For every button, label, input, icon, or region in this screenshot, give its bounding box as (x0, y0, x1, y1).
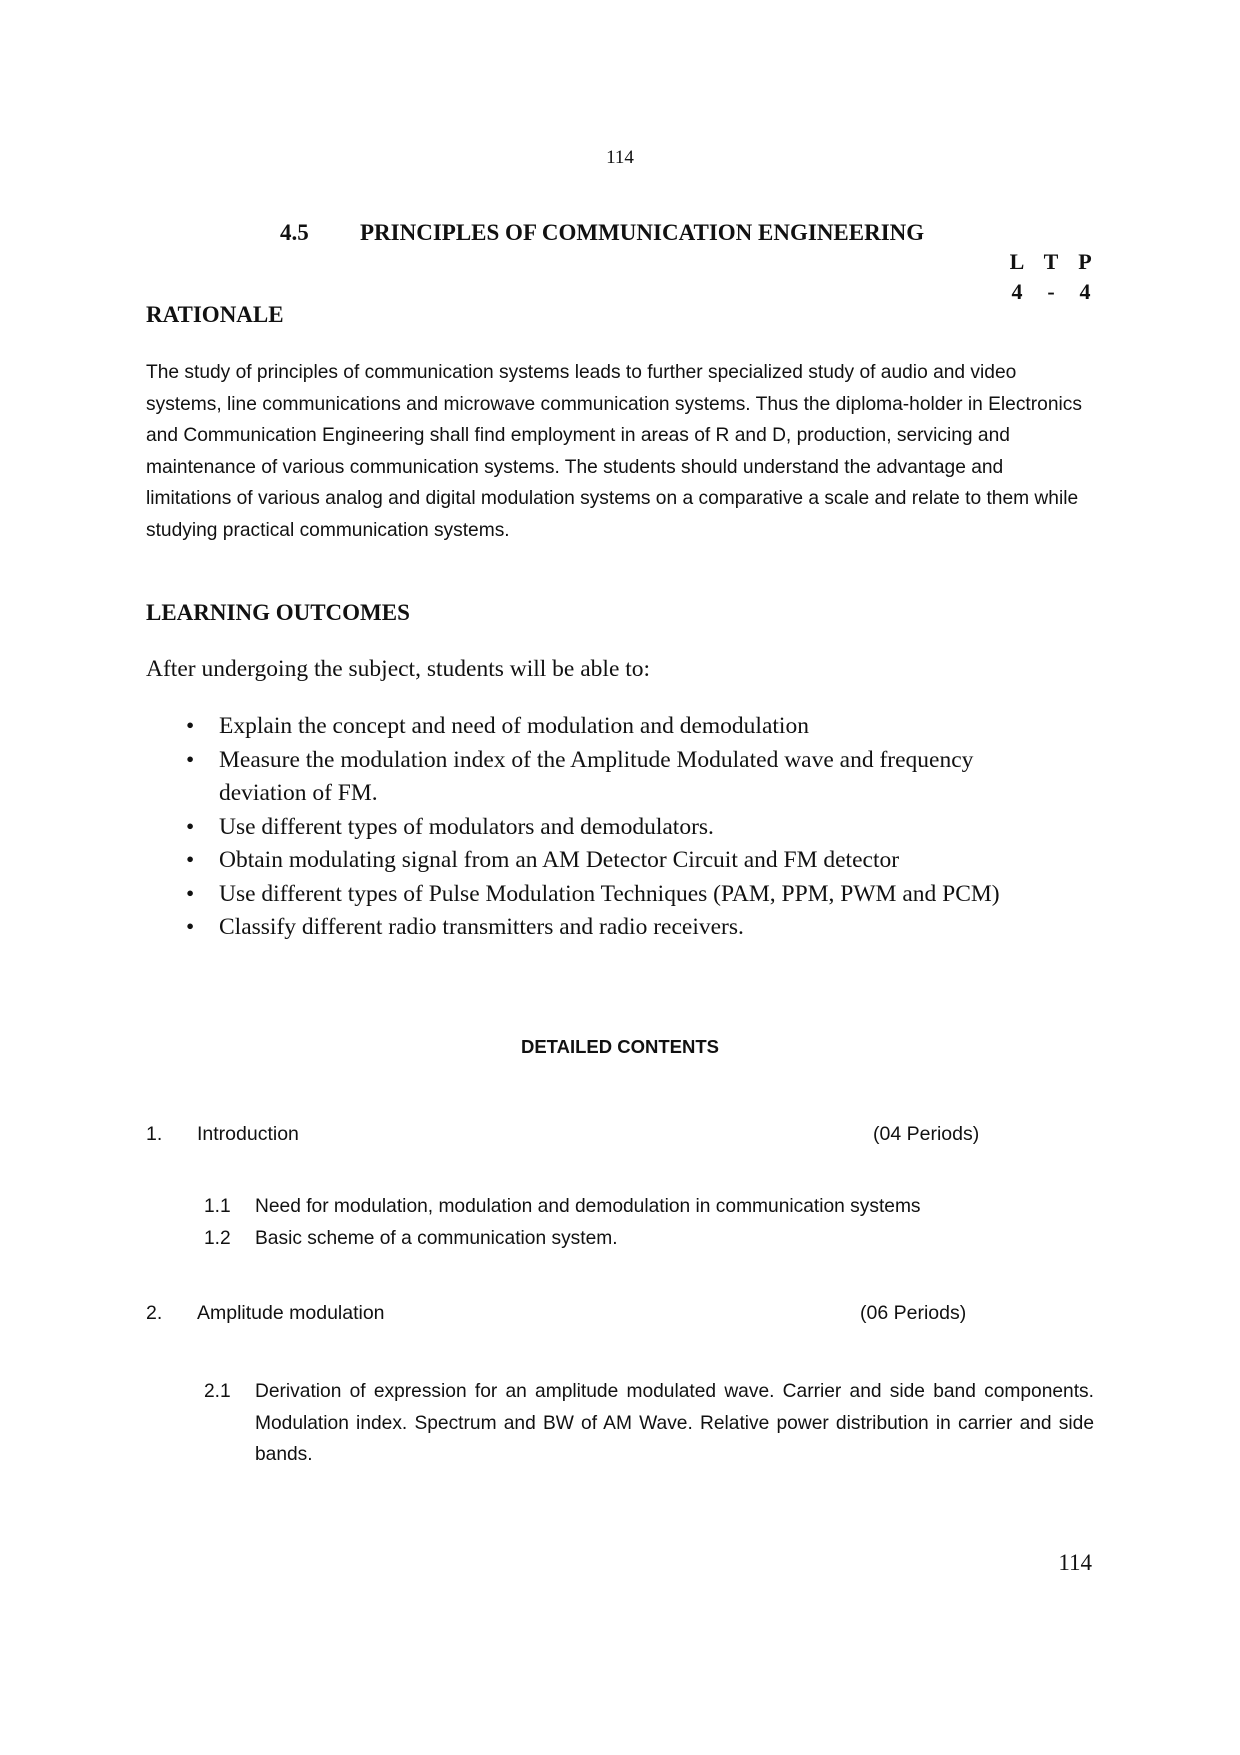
ltp-value-l: 4 (1011, 279, 1023, 304)
subtopic-text: Derivation of expression for an amplitude modulated wave. Carrier and side band components. Modulation index. Spectrum and BW of AM Wave. Relative power distribution in carrier and side bands. (255, 1381, 1094, 1465)
outcome-text: Explain the concept and need of modulation and demodulation (219, 713, 809, 739)
list-item (186, 911, 1066, 945)
rationale-heading: RATIONALE (146, 302, 284, 327)
outcome-text: Measure the modulation index of the Amplitude Modulated wave and frequency deviation of FM. (219, 746, 974, 806)
bullet-icon: • (186, 746, 195, 773)
list-item (204, 1191, 1094, 1223)
detailed-contents-heading: DETAILED CONTENTS (520, 1036, 720, 1057)
bottom-page-number: 114 (1058, 1550, 1092, 1575)
bullet-icon: • (186, 914, 195, 940)
ltp-value-row (1000, 277, 1102, 307)
ltp-header-t: T (1043, 249, 1059, 274)
outcome-text: Obtain modulating signal from an AM Detector Circuit and FM detector (219, 847, 900, 873)
bullet-icon: • (186, 847, 195, 873)
list-item (186, 811, 1066, 845)
ltp-value-t: - (1047, 279, 1055, 304)
learning-outcomes-heading: LEARNING OUTCOMES (146, 600, 410, 625)
rationale-text: The study of principles of communication systems leads to further specialized study of audio and video systems, line communications and microwave communication systems. Thus the diploma-holder in Electronics and Communication Engineering shall find employment in areas of R and D, production, servicing and maintenance of various communication systems. The students should understand the advantage and limitations of various analog and digital modulation systems on a comparative a scale and relate to them while studying practical communication systems. (146, 362, 1082, 541)
list-item (186, 710, 1066, 744)
subtopic-text: Need for modulation, modulation and demodulation in communication systems (255, 1196, 921, 1217)
bullet-icon: • (186, 880, 195, 907)
subtopic-number: 1.2 (204, 1227, 231, 1249)
unit-number: 1. (146, 1123, 163, 1145)
unit-title: Amplitude modulation (197, 1302, 385, 1324)
unit-periods: (04 Periods) (873, 1123, 980, 1145)
subtopic-text: Basic scheme of a communication system. (255, 1227, 618, 1249)
subtopic-number: 1.1 (204, 1196, 231, 1217)
unit-2-subtopics (204, 1376, 1094, 1471)
course-title: PRINCIPLES OF COMMUNICATION ENGINEERING (360, 220, 925, 245)
outcome-text: Use different types of modulators and demodulators. (219, 813, 714, 840)
ltp-header-l: L (1009, 249, 1025, 274)
ltp-value-p: 4 (1079, 279, 1091, 304)
ltp-table (1000, 247, 1102, 307)
list-item (204, 1376, 1094, 1471)
learning-outcomes-intro: After undergoing the subject, students will be able to: (146, 656, 651, 682)
top-page-number: 114 (606, 147, 634, 168)
unit-1-subtopics (204, 1191, 1094, 1254)
outcome-text: Use different types of Pulse Modulation Techniques (PAM, PPM, PWM and PCM) (219, 880, 1000, 907)
course-code: 4.5 (280, 220, 309, 245)
unit-number: 2. (146, 1302, 163, 1324)
unit-periods: (06 Periods) (860, 1302, 967, 1324)
outcome-text: Classify different radio transmitters and radio receivers. (219, 914, 744, 940)
list-item (186, 878, 1066, 912)
ltp-header-row (1000, 247, 1102, 277)
list-item (186, 744, 1066, 811)
ltp-header-p: P (1078, 249, 1092, 274)
learning-outcomes-list (186, 710, 1066, 945)
bullet-icon: • (186, 813, 195, 840)
unit-title: Introduction (197, 1123, 299, 1145)
bullet-icon: • (186, 713, 195, 739)
list-item (204, 1223, 1094, 1255)
list-item (186, 844, 1066, 878)
subtopic-number: 2.1 (204, 1381, 231, 1402)
